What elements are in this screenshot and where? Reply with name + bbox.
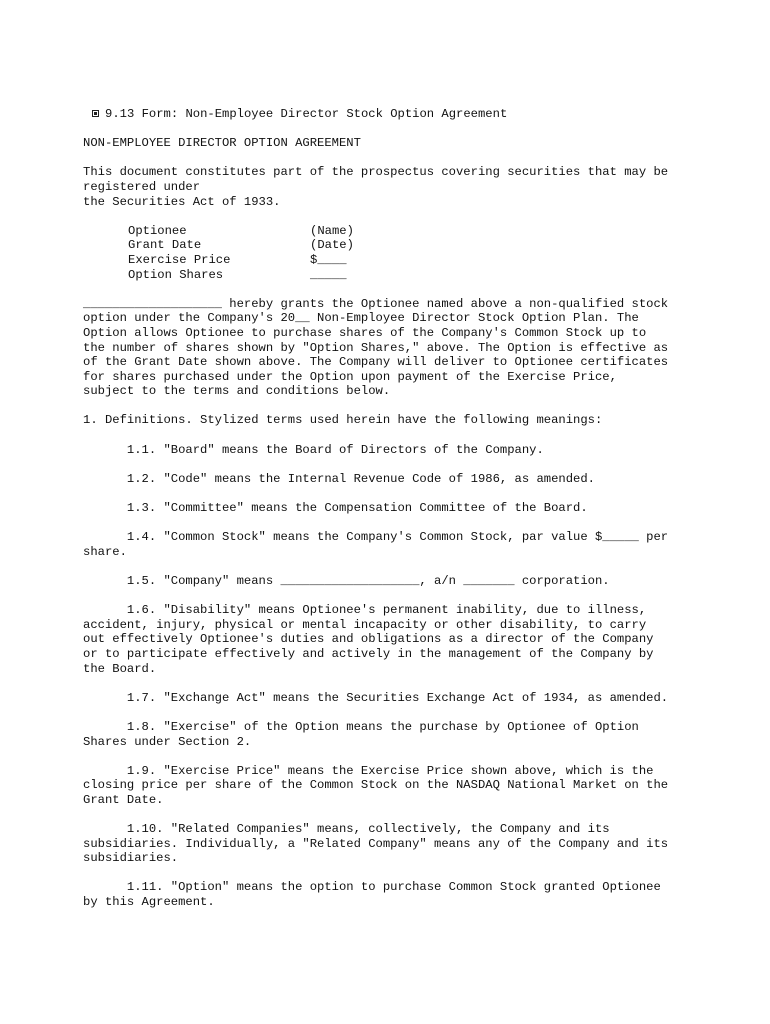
field-row-optionee [128, 224, 703, 239]
definition-line: 1.9. "Exercise Price" means the Exercise Price shown above, which is the [83, 763, 654, 778]
prospectus-line: registered under [83, 179, 201, 194]
definition-line: 1.2. "Code" means the Internal Revenue Code of 1986, as amended. [83, 471, 595, 486]
field-value: _____ [310, 267, 347, 282]
definition-item [83, 822, 703, 866]
field-value: $____ [310, 252, 347, 267]
grant-paragraph [83, 297, 703, 399]
field-label: Option Shares [128, 267, 224, 282]
definitions-list [83, 443, 703, 910]
grant-line: of the Grant Date shown above. The Company will deliver to Optionee certificates [83, 355, 669, 370]
definition-line: 1.1. "Board" means the Board of Directors of the Company. [83, 442, 544, 457]
option-fields [128, 224, 703, 282]
field-label: Grant Date [128, 238, 202, 253]
definition-line: 1.5. "Company" means ___________________, a/n _______ corporation. [83, 574, 610, 588]
definition-line: share. [83, 544, 127, 559]
definition-line: 1.3. "Committee" means the Compensation Committee of the Board. [83, 501, 588, 516]
field-label: Optionee [128, 223, 187, 238]
field-row-exercise-price [128, 253, 703, 268]
field-row-option-shares [128, 268, 703, 283]
field-label: Exercise Price [128, 252, 231, 267]
definition-line: 1.10. "Related Companies" means, collectively, the Company and its [83, 822, 610, 837]
prospectus-notice [83, 165, 703, 209]
definition-item [83, 530, 703, 559]
definition-item [83, 574, 703, 589]
definition-item [83, 472, 703, 487]
grant-line: subject to the terms and conditions below. [83, 384, 391, 399]
definition-item [83, 720, 703, 749]
definition-line: the Board. [83, 661, 157, 676]
document-body [83, 107, 703, 910]
grant-line: Option allows Optionee to purchase shares of the Company's Common Stock up to [83, 325, 647, 340]
definition-line: out effectively Optionee's duties and obligations as a director of the Company [83, 632, 654, 647]
grant-line: the number of shares shown by "Option Shares," above. The Option is effective as [83, 340, 669, 355]
definition-line: accident, injury, physical or mental incapacity or other disability, to carry [83, 617, 647, 632]
prospectus-line: the Securities Act of 1933. [83, 194, 281, 209]
field-value: (Name) [310, 223, 354, 238]
grant-line: for shares purchased under the Option upon payment of the Exercise Price, [83, 369, 617, 384]
field-row-grant-date [128, 238, 703, 253]
definition-item [83, 603, 703, 676]
grant-line: option under the Company's 20__ Non-Employee Director Stock Option Plan. The [83, 311, 639, 326]
field-value: (Date) [310, 238, 354, 253]
definition-line: or to participate effectively and actively in the management of the Company by [83, 646, 654, 661]
definition-line: by this Agreement. [83, 895, 215, 910]
definition-item [83, 764, 703, 808]
definition-line: Shares under Section 2. [83, 734, 252, 749]
definition-line: 1.11. "Option" means the option to purchase Common Stock granted Optionee [83, 880, 661, 895]
definitions-intro: 1. Definitions. Stylized terms used herein have the following meanings: [83, 413, 603, 428]
definition-item [83, 501, 703, 516]
grant-line: ___________________ hereby grants the Optionee named above a non-qualified stock [83, 296, 669, 311]
definition-item [83, 691, 703, 706]
definition-line: closing price per share of the Common Stock on the NASDAQ National Market on the [83, 778, 669, 793]
document-title: NON-EMPLOYEE DIRECTOR OPTION AGREEMENT [83, 136, 361, 151]
bullet-icon [92, 110, 99, 117]
definition-line: 1.8. "Exercise" of the Option means the purchase by Optionee of Option [83, 719, 639, 734]
definition-line: 1.6. "Disability" means Optionee's permanent inability, due to illness, [83, 603, 647, 618]
section-heading-line [83, 107, 703, 122]
definition-line: subsidiaries. [83, 851, 179, 866]
definition-line: Grant Date. [83, 792, 164, 807]
prospectus-line: This document constitutes part of the prospectus covering securities that may be [83, 165, 669, 180]
definition-line: 1.4. "Common Stock" means the Company's Common Stock, par value $_____ per [83, 530, 669, 545]
definition-line: 1.7. "Exchange Act" means the Securities Exchange Act of 1934, as amended. [83, 690, 669, 705]
section-heading: 9.13 Form: Non-Employee Director Stock Option Agreement [105, 107, 508, 121]
definition-item [83, 880, 703, 909]
definition-line: subsidiaries. Individually, a "Related Company" means any of the Company and its [83, 836, 669, 851]
definition-item [83, 443, 703, 458]
